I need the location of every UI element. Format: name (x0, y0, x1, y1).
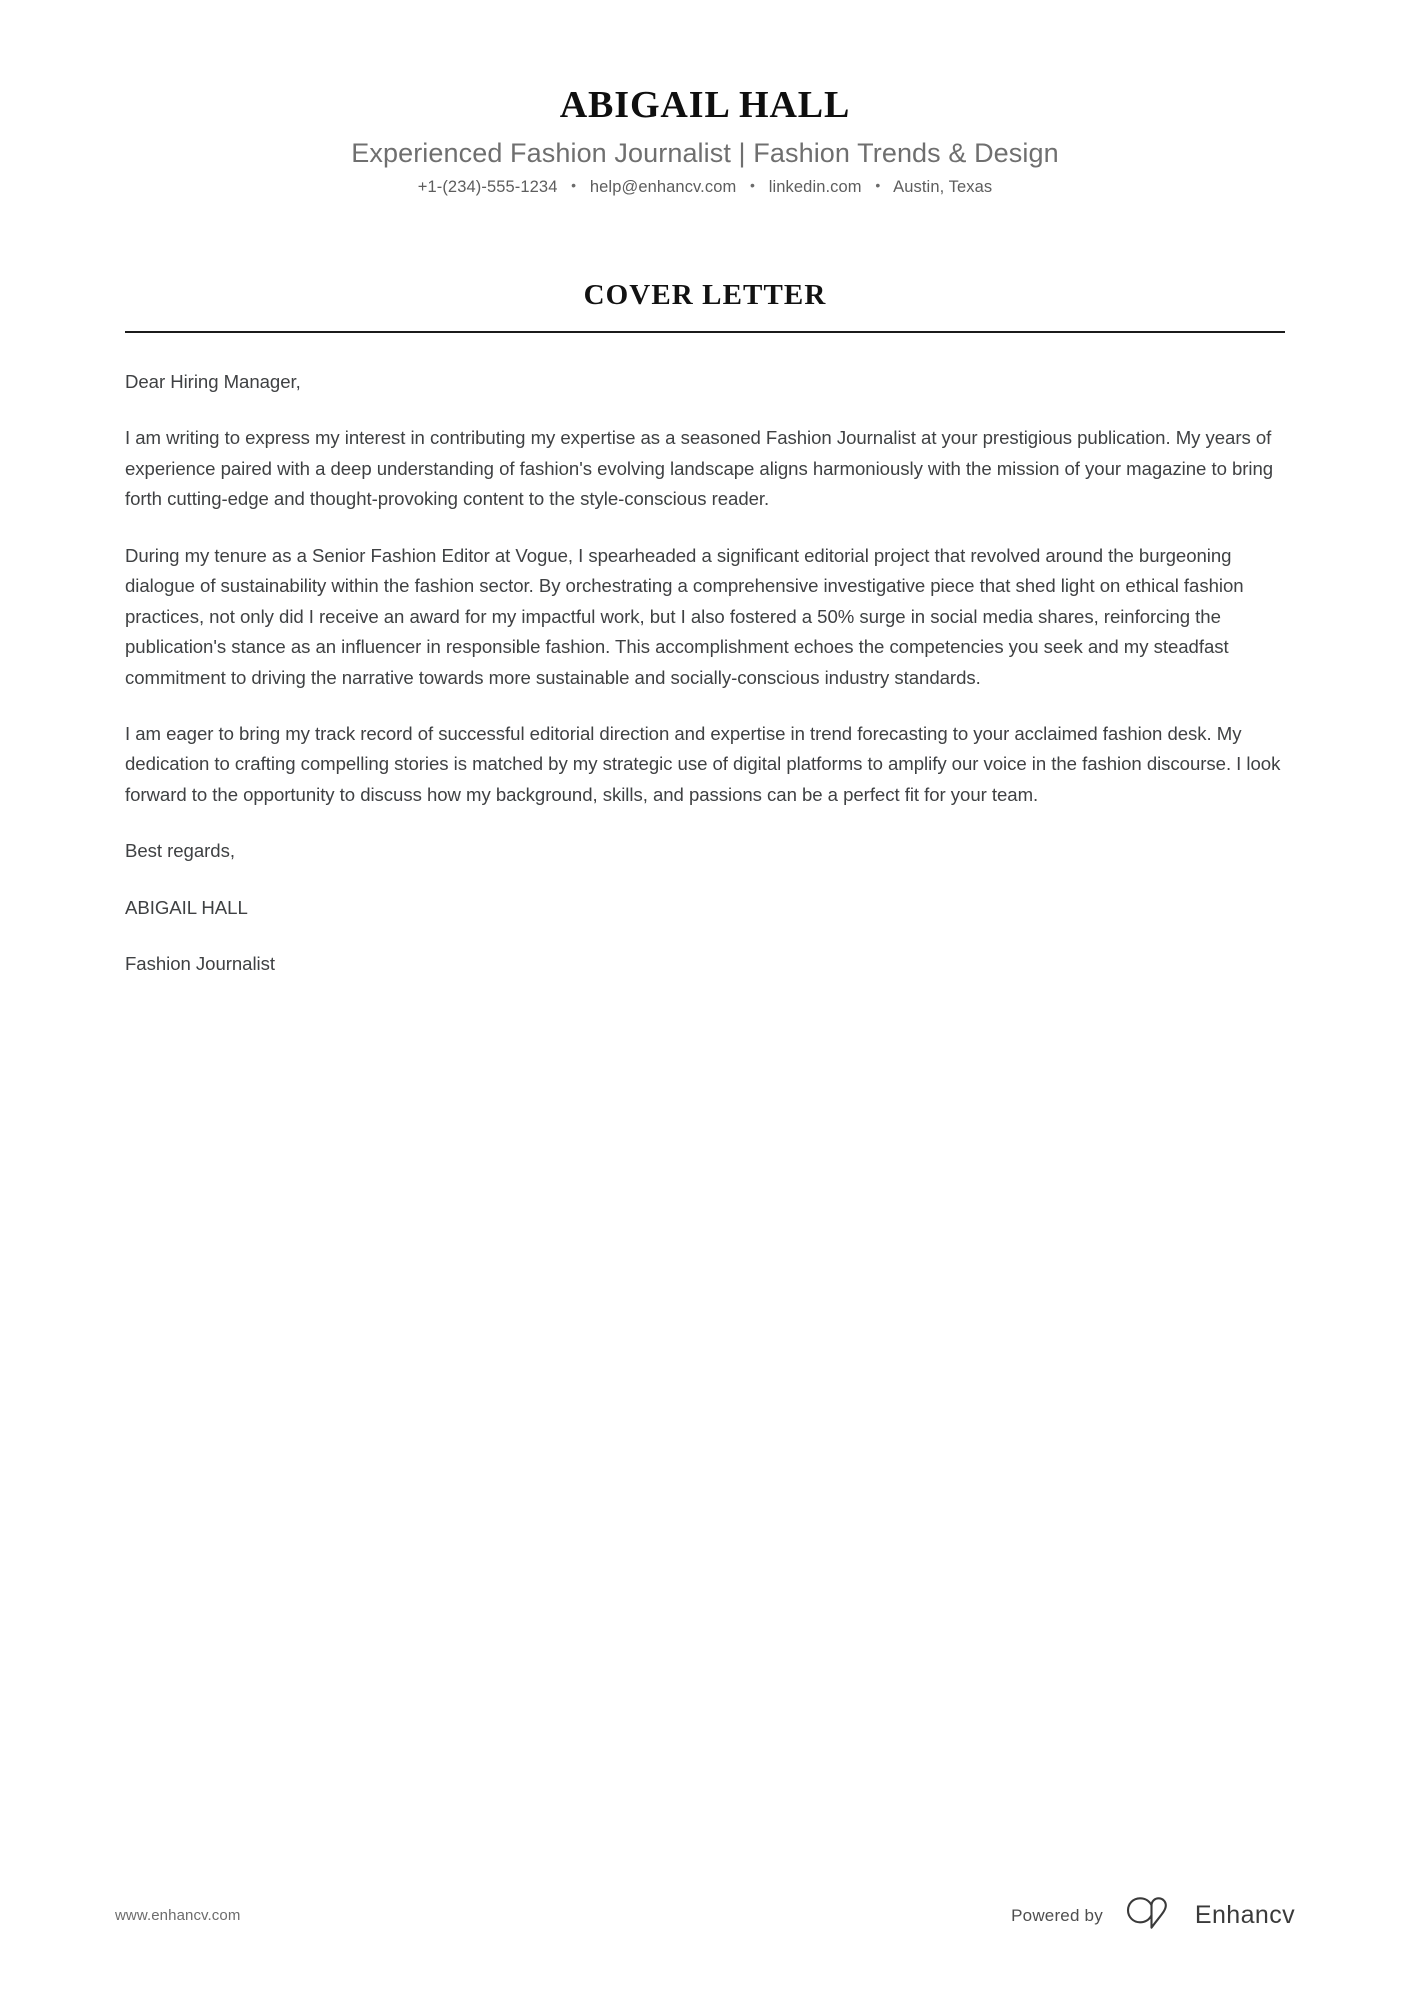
footer-website-url[interactable]: www.enhancv.com (115, 1907, 241, 1924)
document-header (0, 0, 1410, 198)
enhancv-logo-icon (1125, 1896, 1179, 1935)
contact-separator-icon: • (750, 176, 756, 193)
letter-paragraph: During my tenure as a Senior Fashion Editor at Vogue, I spearheaded a significant editorial project that revolved around the burgeoning dialogue of sustainability within the fashion sector. By orchestrating a comprehensive investigative piece that shed light on ethical fashion practices, not only did I receive an award for my impactful work, but I also fostered a 50% surge in social media shares, reinforcing the publication's stance as an influencer in responsible fashion. This accomplishment echoes the competencies you seek and my steadfast commitment to driving the narrative towards more sustainable and socially-conscious industry standards. (125, 544, 1244, 688)
cover-letter-body (0, 367, 1410, 980)
powered-by-label: Powered by (1011, 1905, 1103, 1925)
section-title: COVER LETTER (583, 278, 827, 311)
letter-paragraph: I am eager to bring my track record of successful editorial direction and expertise in trend forecasting to your acclaimed fashion desk. My dedication to crafting compelling stories is matched by my strategic use of digital platforms to amplify our voice in the fashion discourse. I look forward to the opportunity to discuss how my background, skills, and passions can be a perfect fit for your team. (125, 722, 1281, 805)
letter-signature-name: ABIGAIL HALL (125, 896, 248, 918)
letter-signoff: Best regards, (125, 840, 235, 862)
contact-email[interactable]: help@enhancv.com (589, 177, 737, 196)
contact-separator-icon: • (875, 176, 881, 193)
contact-phone: +1-(234)-555-1234 (417, 177, 558, 196)
contact-location: Austin, Texas (893, 177, 993, 196)
cover-letter-section-header (0, 280, 1410, 333)
contact-line (0, 178, 1410, 198)
section-divider (125, 331, 1285, 333)
powered-by-block (1011, 1896, 1295, 1935)
enhancv-wordmark: Enhancv (1194, 1901, 1295, 1929)
document-footer (0, 1875, 1410, 1995)
contact-linkedin[interactable]: linkedin.com (768, 177, 862, 196)
enhancv-brand[interactable] (1125, 1896, 1295, 1935)
candidate-name: ABIGAIL HALL (559, 84, 851, 126)
letter-salutation: Dear Hiring Manager, (125, 370, 301, 392)
candidate-headline: Experienced Fashion Journalist | Fashion Trends & Design (351, 137, 1059, 168)
letter-paragraph: I am writing to express my interest in contributing my expertise as a seasoned Fashion Journalist at your prestigious publication. My years of experience paired with a deep understanding of fashion's evolving landscape aligns harmoniously with the mission of your magazine to bring forth cutting-edge and thought-provoking content to the style-conscious reader. (125, 427, 1274, 510)
letter-signature-title: Fashion Journalist (125, 953, 275, 975)
contact-separator-icon: • (571, 176, 577, 193)
